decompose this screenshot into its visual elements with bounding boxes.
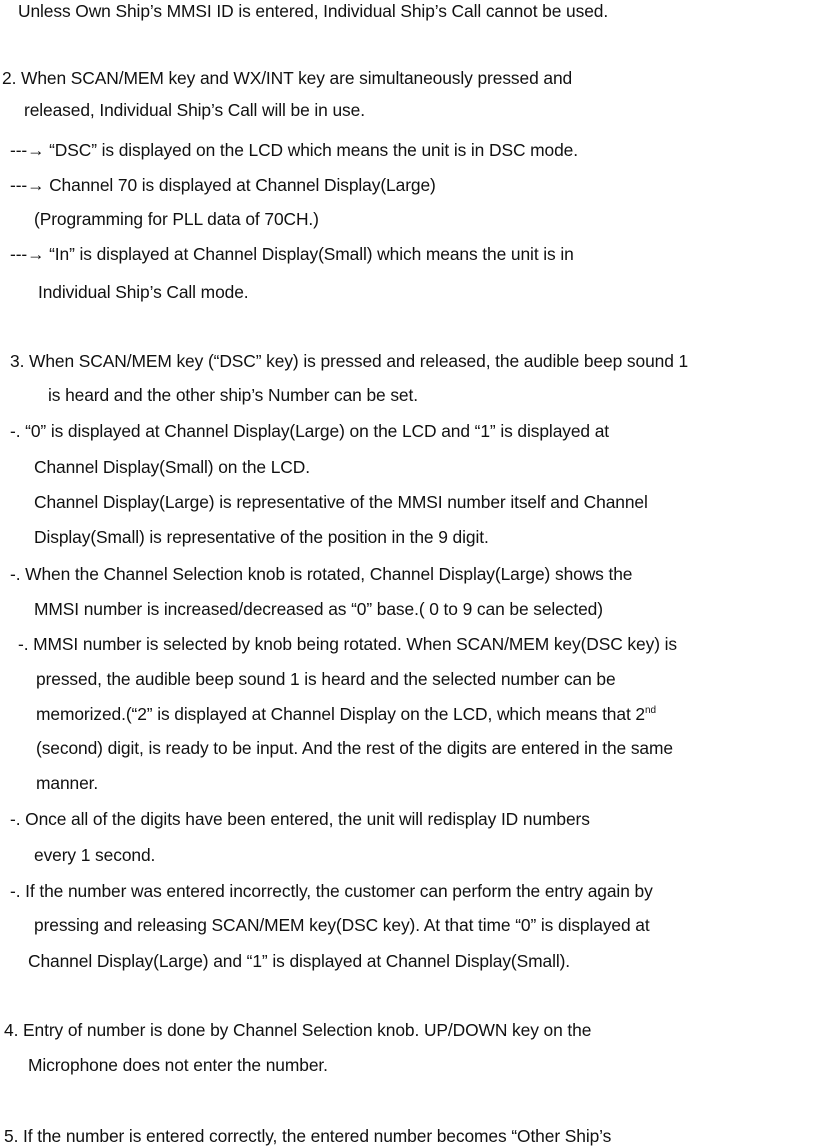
text-line: (second) digit, is ready to be input. And the rest of the digits are entered in the same (36, 738, 673, 758)
text-line: -. If the number was entered incorrectly, the customer can perform the entry again by (10, 881, 653, 901)
text-line: every 1 second. (34, 845, 156, 865)
text-line: -. MMSI number is selected by knob being rotated. When SCAN/MEM key(DSC key) is (18, 634, 677, 654)
text-line: released, Individual Ship’s Call will be in use. (24, 100, 365, 120)
text-line: 5. If the number is entered correctly, the entered number becomes “Other Ship’s (4, 1126, 612, 1146)
text-line: ---→ “In” is displayed at Channel Display(Small) which means the unit is in (10, 244, 574, 264)
text-line (36, 703, 656, 725)
text-line: -. When the Channel Selection knob is rotated, Channel Display(Large) shows the (10, 564, 633, 584)
text-line: is heard and the other ship’s Number can be set. (48, 385, 418, 405)
text-line: Microphone does not enter the number. (28, 1055, 328, 1075)
text-line: Channel Display(Small) on the LCD. (34, 457, 310, 477)
text-line: Display(Small) is representative of the position in the 9 digit. (34, 527, 489, 547)
superscript: nd (645, 705, 656, 717)
text-line: Channel Display(Large) and “1” is displayed at Channel Display(Small). (28, 951, 571, 971)
text-line: MMSI number is increased/decreased as “0” base.( 0 to 9 can be selected) (34, 599, 603, 619)
text-line: Channel Display(Large) is representative of the MMSI number itself and Channel (34, 492, 648, 512)
text-line: pressed, the audible beep sound 1 is heard and the selected number can be (36, 669, 616, 689)
text-line: ---→ “DSC” is displayed on the LCD which means the unit is in DSC mode. (10, 140, 578, 160)
text-line: 3. When SCAN/MEM key (“DSC” key) is pressed and released, the audible beep sound 1 (10, 351, 689, 371)
text-line: 2. When SCAN/MEM key and WX/INT key are simultaneously pressed and (2, 68, 573, 88)
text-line: 4. Entry of number is done by Channel Selection knob. UP/DOWN key on the (4, 1020, 592, 1040)
text-line: manner. (36, 773, 99, 793)
text-line: (Programming for PLL data of 70CH.) (34, 209, 319, 229)
text-line: Unless Own Ship’s MMSI ID is entered, Individual Ship’s Call cannot be used. (18, 1, 609, 21)
text-line: -. Once all of the digits have been entered, the unit will redisplay ID numbers (10, 809, 590, 829)
text-line: ---→ Channel 70 is displayed at Channel Display(Large) (10, 175, 436, 195)
text-line: -. “0” is displayed at Channel Display(Large) on the LCD and “1” is displayed at (10, 421, 610, 441)
text-line: pressing and releasing SCAN/MEM key(DSC key). At that time “0” is displayed at (34, 915, 650, 935)
text-line: Individual Ship’s Call mode. (38, 282, 249, 302)
text-segment: memorized.(“2” is displayed at Channel Display on the LCD, which means that 2 (36, 704, 645, 724)
